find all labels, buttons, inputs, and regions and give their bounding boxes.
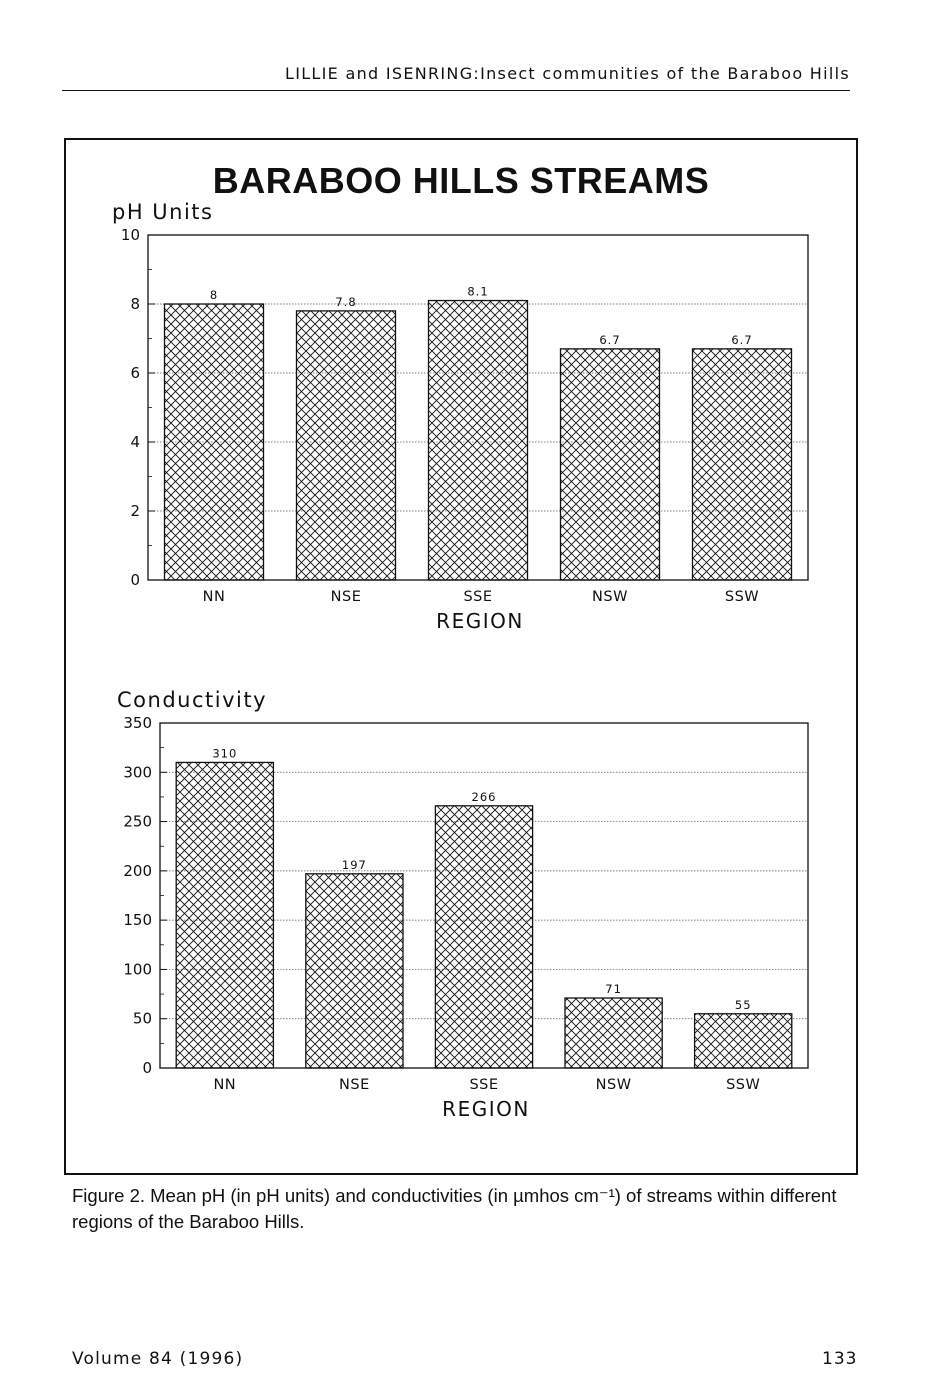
figure-caption: Figure 2. Mean pH (in pH units) and conductivities (in µmhos cm⁻¹) of streams within different regions of the Baraboo Hills. (72, 1185, 837, 1232)
y-tick-label: 50 (132, 1009, 152, 1028)
y-tick-label: 150 (123, 911, 152, 930)
chart-title: BARABOO HILLS STREAMS (212, 160, 710, 201)
bar-ssw (695, 1014, 792, 1068)
x-category-label: NSW (595, 1077, 632, 1093)
x-category-label: NSE (330, 589, 362, 605)
x-category-label: SSW (724, 589, 760, 605)
data-label: 6.7 (599, 332, 621, 347)
ph-y-axis-title: pH Units (112, 200, 214, 224)
data-label: 197 (341, 857, 367, 872)
bar-nsw (565, 998, 662, 1068)
x-category-label: NSW (592, 589, 628, 605)
y-tick-label: 8 (130, 295, 140, 313)
data-label: 7.8 (335, 294, 357, 309)
data-label: 55 (734, 997, 752, 1012)
x-category-label: SSE (463, 589, 493, 605)
x-category-label: NN (213, 1077, 237, 1093)
data-label: 8.1 (467, 284, 489, 299)
y-tick-label: 0 (130, 571, 140, 589)
data-label: 266 (471, 789, 497, 804)
data-label: 6.7 (731, 332, 753, 347)
bar-nn (176, 762, 273, 1068)
conductivity-y-axis-title: Conductivity (117, 688, 267, 712)
x-axis-title: REGION (436, 609, 524, 633)
y-tick-label: 2 (130, 502, 140, 520)
y-tick-label: 350 (123, 714, 152, 732)
y-tick-label: 6 (130, 364, 140, 382)
y-tick-label: 300 (123, 763, 152, 782)
data-label: 310 (212, 746, 238, 761)
footer-page-number: 133 (822, 1349, 858, 1369)
y-tick-label: 200 (123, 861, 152, 880)
data-label: 8 (209, 288, 219, 302)
y-tick-label: 100 (123, 960, 152, 979)
bar-nse (306, 874, 403, 1068)
x-category-label: SSE (469, 1077, 499, 1093)
x-category-label: SSW (726, 1077, 761, 1093)
y-tick-label: 10 (120, 226, 140, 244)
x-axis-title: REGION (442, 1097, 530, 1121)
bar-sse (435, 806, 532, 1068)
footer-volume: Volume 84 (1996) (72, 1349, 244, 1369)
y-tick-label: 250 (123, 812, 152, 831)
running-header: LILLIE and ISENRING:Insect communities of the Baraboo Hills (284, 64, 850, 83)
y-tick-label: 4 (130, 433, 140, 451)
y-tick-label: 0 (142, 1059, 152, 1077)
data-label: 71 (605, 982, 622, 997)
x-category-label: NN (202, 589, 226, 605)
x-category-label: NSE (339, 1077, 370, 1093)
